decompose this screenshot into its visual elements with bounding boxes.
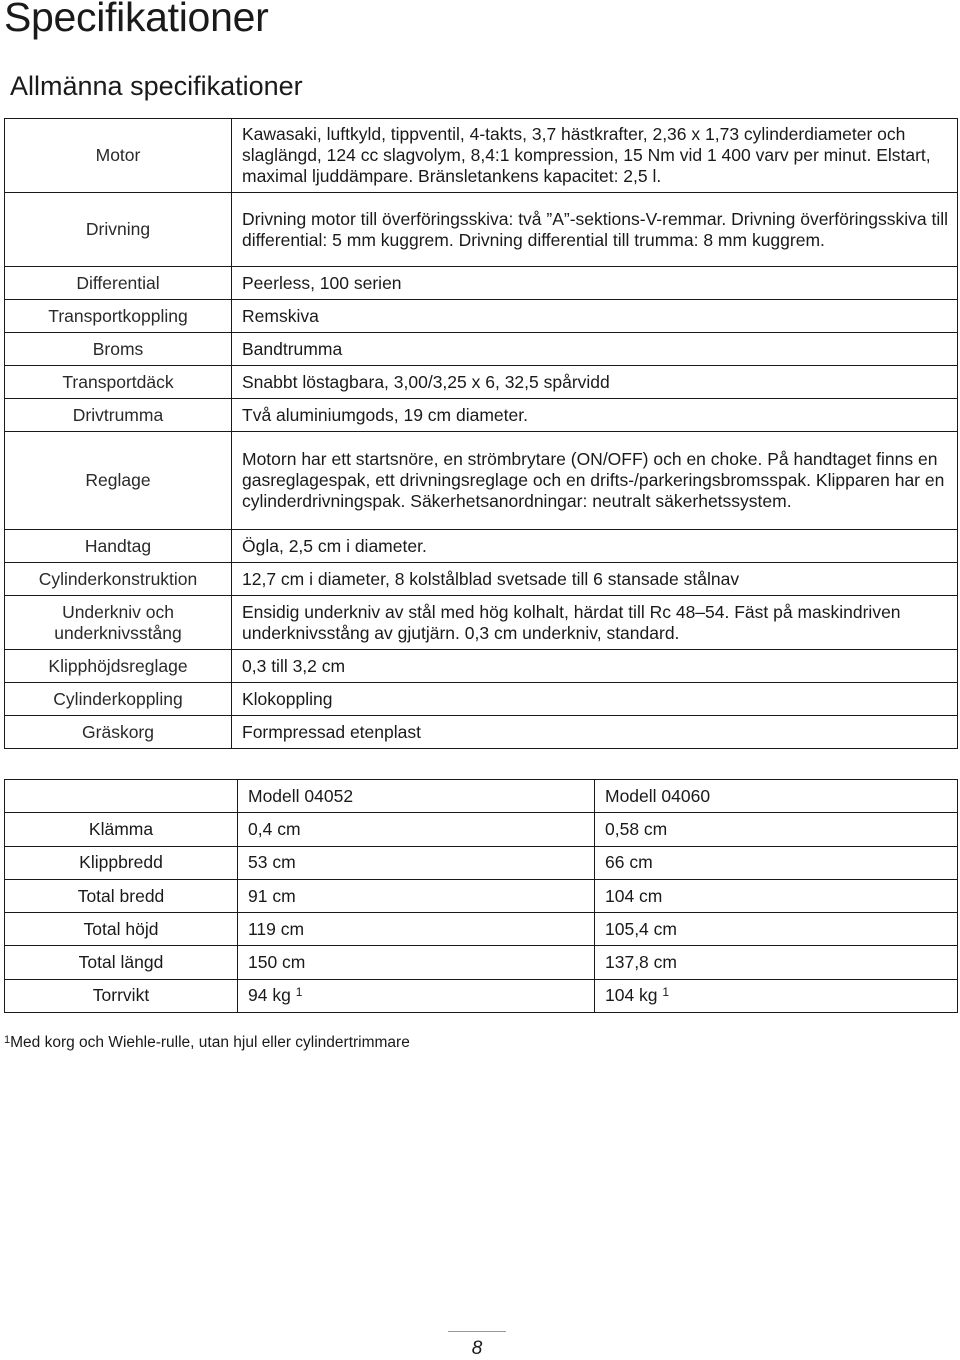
spec-value: 0,3 till 3,2 cm	[232, 650, 958, 683]
table-row	[5, 300, 958, 333]
row-label: Total längd	[5, 946, 238, 979]
page-number-rule	[448, 1331, 506, 1332]
spec-label: Cylinderkoppling	[5, 683, 232, 716]
spec-label: Reglage	[5, 432, 232, 530]
spec-value: 12,7 cm i diameter, 8 kolstålblad svetsade till 6 stansade stålnav	[232, 563, 958, 596]
spec-label: Transportdäck	[5, 366, 232, 399]
model-04060-value: 66 cm	[595, 846, 958, 879]
spec-value: Två aluminiumgods, 19 cm diameter.	[232, 399, 958, 432]
spec-value: Motorn har ett startsnöre, en strömbrytare (ON/OFF) och en choke. På handtaget finns en gasreglagespak, ett drivningsreglage och en drifts-/parkeringsbromsspak. Klipparen har en cylinderdrivningspak. Säkerhetsanordningar: neutralt säkerhetssystem.	[232, 432, 958, 530]
table-row	[5, 913, 958, 946]
footnote-ref: 1	[662, 985, 670, 1000]
row-label: Total höjd	[5, 913, 238, 946]
model-04052-value: 119 cm	[238, 913, 595, 946]
table-row	[5, 530, 958, 563]
table-row	[5, 813, 958, 846]
table-row	[5, 366, 958, 399]
spec-value: Ögla, 2,5 cm i diameter.	[232, 530, 958, 563]
table-row	[5, 267, 958, 300]
header-cell-model-04060: Modell 04060	[595, 780, 958, 813]
footnote-ref: 1	[295, 985, 303, 1000]
table-row	[5, 432, 958, 530]
table-row	[5, 650, 958, 683]
spec-label: Klipphöjdsreglage	[5, 650, 232, 683]
spec-label: Drivning	[5, 193, 232, 267]
spec-label: Handtag	[5, 530, 232, 563]
page-title: Specifikationer	[4, 0, 269, 40]
model-04052-value: 150 cm	[238, 946, 595, 979]
model-04060-cell	[595, 979, 958, 1012]
spec-value: Kawasaki, luftkyld, tippventil, 4-takts, 3,7 hästkrafter, 2,36 x 1,73 cylinderdiameter och slaglängd, 124 cc slagvolym, 8,4:1 kompression, 15 Nm vid 1 400 varv per minut. Elstart, maximal ljuddämpare. Bränsletankens kapacitet: 2,5 l.	[232, 119, 958, 193]
spec-value: Formpressad etenplast	[232, 716, 958, 749]
row-label: Klippbredd	[5, 846, 238, 879]
table-row	[5, 979, 958, 1012]
table-row	[5, 879, 958, 912]
model-04052-value: 53 cm	[238, 846, 595, 879]
header-cell-empty	[5, 780, 238, 813]
model-04060-value: 105,4 cm	[595, 913, 958, 946]
spec-label: Underkniv och underknivsstång	[5, 596, 232, 650]
footnote-marker: 1	[4, 1034, 11, 1046]
spec-value: Snabbt löstagbara, 3,00/3,25 x 6, 32,5 spårvidd	[232, 366, 958, 399]
model-04052-value: 91 cm	[238, 879, 595, 912]
model-04060-value: 0,58 cm	[595, 813, 958, 846]
spec-label: Cylinderkonstruktion	[5, 563, 232, 596]
table-row	[5, 683, 958, 716]
spec-label: Transportkoppling	[5, 300, 232, 333]
table-row	[5, 193, 958, 267]
model-dimensions-table	[4, 779, 958, 1013]
header-cell-model-04052: Modell 04052	[238, 780, 595, 813]
model-04060-value: 104 kg	[605, 985, 658, 1006]
model-04052-cell	[238, 979, 595, 1012]
footnote	[4, 1034, 410, 1052]
model-04060-value: 137,8 cm	[595, 946, 958, 979]
spec-label: Motor	[5, 119, 232, 193]
table-row	[5, 716, 958, 749]
spec-value: Remskiva	[232, 300, 958, 333]
table-row	[5, 596, 958, 650]
spec-value: Klokoppling	[232, 683, 958, 716]
table-row	[5, 946, 958, 979]
spec-value: Drivning motor till överföringsskiva: två ”A”-sektions-V-remmar. Drivning överföringsskiva till differential: 5 mm kuggrem. Drivning differential till trumma: 8 mm kuggrem.	[232, 193, 958, 267]
row-label: Torrvikt	[5, 979, 238, 1012]
model-04060-value: 104 cm	[595, 879, 958, 912]
section-title: Allmänna specifikationer	[10, 71, 303, 101]
row-label: Klämma	[5, 813, 238, 846]
table-header-row	[5, 780, 958, 813]
table-row	[5, 119, 958, 193]
spec-value: Peerless, 100 serien	[232, 267, 958, 300]
spec-value: Bandtrumma	[232, 333, 958, 366]
table-row	[5, 563, 958, 596]
model-04052-value: 0,4 cm	[238, 813, 595, 846]
page-number: 8	[471, 1338, 483, 1359]
spec-label: Gräskorg	[5, 716, 232, 749]
spec-label: Differential	[5, 267, 232, 300]
model-04052-value: 94 kg	[248, 985, 291, 1006]
general-spec-table	[4, 118, 958, 749]
footnote-text: Med korg och Wiehle-rulle, utan hjul eller cylindertrimmare	[10, 1034, 410, 1051]
spec-label: Drivtrumma	[5, 399, 232, 432]
row-label: Total bredd	[5, 879, 238, 912]
spec-value: Ensidig underkniv av stål med hög kolhalt, härdat till Rc 48–54. Fäst på maskindriven underknivsstång av gjutjärn. 0,3 cm underkniv, standard.	[232, 596, 958, 650]
table-row	[5, 399, 958, 432]
spec-label: Broms	[5, 333, 232, 366]
table-row	[5, 333, 958, 366]
table-row	[5, 846, 958, 879]
